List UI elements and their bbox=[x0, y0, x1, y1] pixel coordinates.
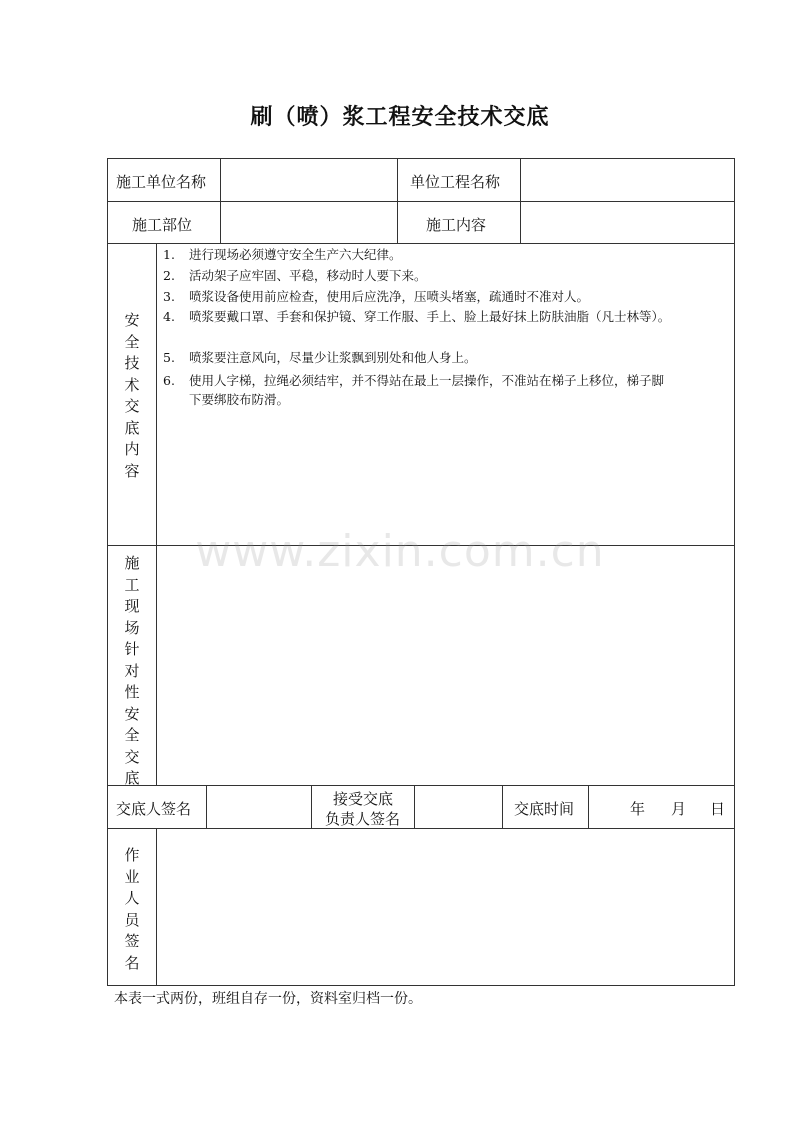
footer-note: 本表一式两份，班组自存一份，资料室归档一份。 bbox=[114, 991, 422, 1007]
unit-project-field[interactable] bbox=[520, 158, 735, 202]
day-label: 日 bbox=[710, 800, 726, 818]
site-label-cell bbox=[107, 545, 157, 786]
workers-signature-field[interactable] bbox=[156, 828, 735, 986]
receiver-label-line2: 负责人签名 bbox=[325, 810, 401, 828]
page-title: 刷（喷）浆工程安全技术交底 bbox=[250, 105, 550, 130]
time-label-cell bbox=[502, 785, 589, 829]
construction-content-label: 施工内容 bbox=[426, 216, 487, 234]
safety-label-cell bbox=[107, 243, 157, 546]
safety-item-5: 5. 喷浆要注意风向，尽量少让浆飘到别处和他人身上。 bbox=[163, 350, 477, 365]
unit-project-label: 单位工程名称 bbox=[410, 173, 501, 191]
month-label: 月 bbox=[671, 800, 687, 818]
receiver-label-line1: 接受交底 bbox=[333, 790, 394, 808]
receiver-label-cell bbox=[311, 785, 415, 829]
safety-item-4: 4. 喷浆要戴口罩、手套和保护镜、穿工作服、手上、脸上最好抹上防肤油脂（凡士林等）。 bbox=[163, 309, 671, 324]
construction-unit-field[interactable] bbox=[220, 158, 398, 202]
site-content-field[interactable] bbox=[156, 545, 735, 786]
safety-item-1: 1. 进行现场必须遵守安全生产六大纪律。 bbox=[163, 247, 402, 262]
construction-unit-label: 施工单位名称 bbox=[116, 173, 207, 191]
workers-label-cell bbox=[107, 828, 157, 986]
safety-item-2: 2. 活动架子应牢固、平稳，移动时人要下来。 bbox=[163, 268, 427, 283]
briefer-signature-field[interactable] bbox=[206, 785, 312, 829]
time-label: 交底时间 bbox=[514, 800, 575, 818]
date-field[interactable] bbox=[588, 785, 735, 829]
briefer-label-cell bbox=[107, 785, 207, 829]
unit-project-label-cell bbox=[397, 158, 521, 202]
construction-unit-label-cell bbox=[107, 158, 221, 202]
receiver-signature-field[interactable] bbox=[414, 785, 503, 829]
safety-item-3: 3. 喷浆设备使用前应检查，使用后应洗净，压喷头堵塞，疏通时不准对人。 bbox=[163, 289, 590, 304]
construction-content-label-cell bbox=[397, 201, 521, 244]
safety-label: 安 全 技 术 交 底 内 容 bbox=[124, 311, 140, 480]
watermark-text: www.zixin.com.cn bbox=[195, 526, 605, 577]
construction-part-label: 施工部位 bbox=[132, 216, 193, 234]
construction-content-field[interactable] bbox=[520, 201, 735, 244]
construction-part-label-cell bbox=[107, 201, 221, 244]
safety-item-6: 6. 使用人字梯，拉绳必须结牢，并不得站在最上一层操作，不准站在梯子上移位，梯子脚 下要绑胶布防滑。 bbox=[163, 373, 665, 407]
construction-part-field[interactable] bbox=[220, 201, 398, 244]
site-label: 施 工 现 场 针 对 性 安 全 交 底 bbox=[124, 554, 140, 787]
briefer-label: 交底人签名 bbox=[116, 800, 192, 818]
workers-label: 作 业 人 员 签 名 bbox=[124, 846, 140, 972]
year-label: 年 bbox=[630, 800, 646, 818]
